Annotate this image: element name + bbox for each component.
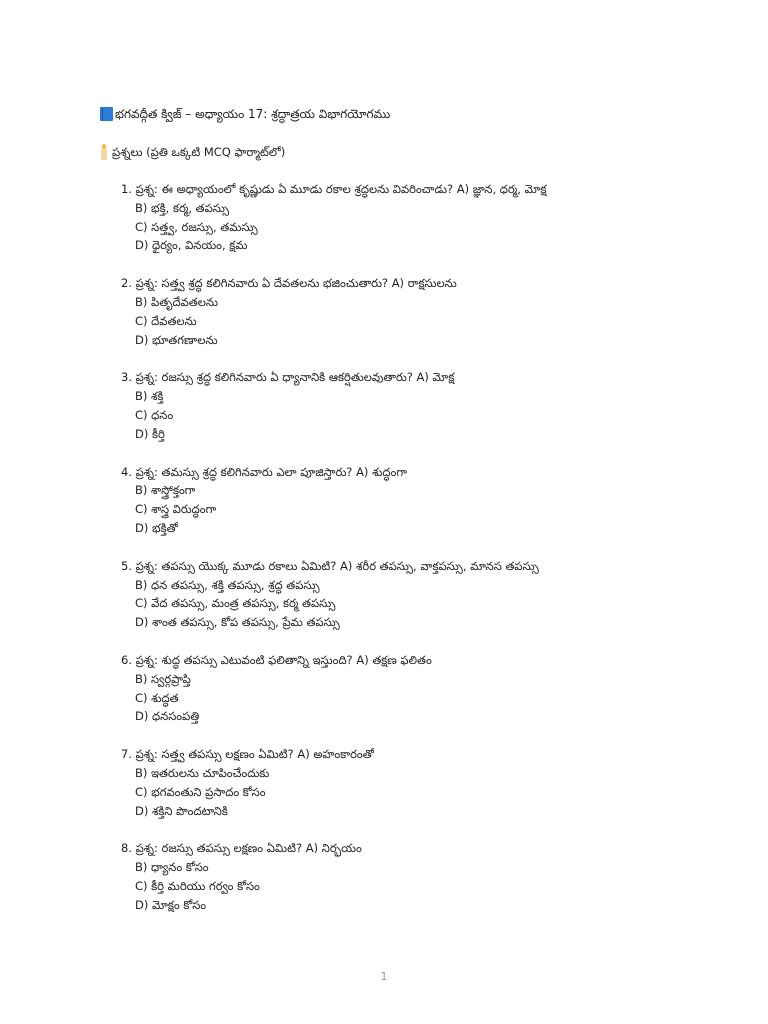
option-c: C) భగవంతుని ప్రసాదం కోసం (135, 784, 266, 799)
option-c: C) వేద తపస్సు, మంత్ర తపస్సు, కర్మ తపస్సు (135, 596, 336, 611)
option-b: B) ధ్యానం కోసం (135, 860, 209, 875)
option-b: B) ధన తపస్సు, శక్తి తపస్సు, శ్రద్ధ తపస్సు (135, 577, 320, 592)
question-text: 2. ప్రశ్న: సత్త్వ శ్రద్ధ కలిగినవారు ఏ దేవతలను భజించుతారు? A) రాక్షసులను (121, 276, 457, 291)
option-d: D) శక్తిని పొందటానికి (135, 803, 228, 818)
question-text: 6. ప్రశ్న: శుద్ధ తపస్సు ఎటువంటి ఫలితాన్ని ఇస్తుంది? A) తక్షణ ఫలితం (121, 652, 432, 667)
option-b: B) పితృదేవతలను (135, 294, 218, 309)
option-c: C) దేవతలను (135, 313, 197, 328)
question-text: 4. ప్రశ్న: తమస్సు శ్రద్ధ కలిగినవారు ఎలా పూజిస్తారు? A) శుద్ధంగా (121, 464, 407, 479)
document-title-text: భగవద్గీత క్విజ్ – అధ్యాయం 17: శ్రద్ధాత్రయ విభాగయోగము (115, 107, 391, 121)
document-title (100, 105, 390, 123)
document-subtitle-text: ప్రశ్నలు (ప్రతి ఒక్కటి MCQ ఫార్మాట్‌లో) (112, 145, 286, 159)
page-number: 1 (380, 970, 388, 983)
question-item (121, 839, 681, 914)
option-c: C) శుద్ధత (135, 690, 179, 705)
candle-icon (100, 144, 108, 160)
option-d: D) కీర్తి (135, 426, 165, 441)
option-c: C) ధనం (135, 407, 174, 422)
option-b: B) భక్తి, కర్మ, తపస్సు (135, 200, 229, 215)
option-b: B) స్వర్గప్రాప్తి (135, 671, 191, 686)
question-text: 8. ప్రశ్న: రజస్సు తపస్సు లక్షణం ఏమిటి? A) నిర్భయం (121, 841, 362, 856)
option-d: D) ధనసంపత్తి (135, 709, 200, 724)
book-icon (100, 107, 113, 121)
question-item (121, 368, 681, 443)
option-d: D) ధైర్యం, వినయం, క్షమ (135, 238, 248, 253)
option-d: D) భక్తితో (135, 520, 178, 535)
option-b: B) శాస్త్రోక్తంగా (135, 483, 196, 498)
option-c: C) సత్త్వ, రజస్సు, తమస్సు (135, 219, 258, 234)
question-item (121, 180, 681, 255)
question-text: 3. ప్రశ్న: రజస్సు శ్రద్ధ కలిగినవారు ఏ ధ్యానానికి ఆకర్షితులవుతారు? A) మోక్ష (121, 370, 455, 385)
question-item (121, 463, 681, 538)
question-item (121, 274, 681, 349)
option-c: C) కీర్తి మరియు గర్వం కోసం (135, 878, 260, 893)
question-item (121, 651, 681, 726)
option-c: C) శాస్త్ర విరుద్ధంగా (135, 502, 217, 517)
option-d: D) మోక్షం కోసం (135, 897, 207, 912)
question-text: 5. ప్రశ్న: తపస్సు యొక్క మూడు రకాలు ఏమిటి? A) శరీర తపస్సు, వాక్తపస్సు, మానస తపస్సు (121, 558, 539, 573)
option-d: D) భూతగణాలను (135, 332, 218, 347)
question-item (121, 745, 681, 820)
question-text: 7. ప్రశ్న: సత్త్వ తపస్సు లక్షణం ఏమిటి? A) అహంకారంతో (121, 747, 374, 762)
option-b: B) శక్తి (135, 389, 164, 404)
question-item (121, 557, 681, 632)
question-list (121, 180, 681, 934)
question-text: 1. ప్రశ్న: ఈ అధ్యాయంలో కృష్ణుడు ఏ మూడు రకాల శ్రద్ధలను వివరించాడు? A) జ్ఞాన, ధర్మ, మోక్ష (121, 182, 547, 196)
option-b: B) ఇతరులను చూపించేందుకు (135, 765, 270, 780)
document-subtitle (100, 143, 285, 161)
option-d: D) శాంత తపస్సు, కోప తపస్సు, ప్రేమ తపస్సు (135, 615, 340, 630)
